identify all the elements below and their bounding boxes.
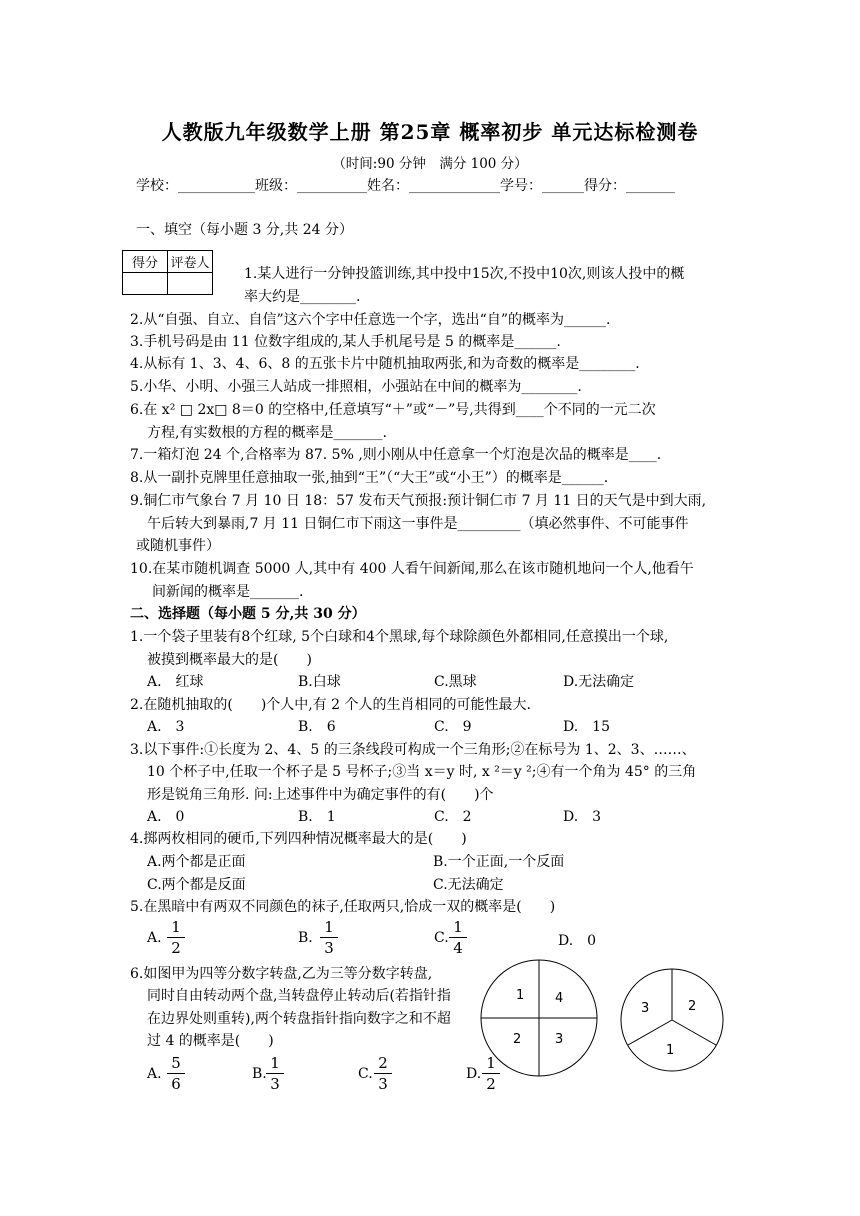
section2-heading: 二、选择题（每小题 5 分,共 30 分） <box>130 606 366 622</box>
q6-stem: 6.如图甲为四等分数字转盘,乙为三等分数字转盘, <box>130 966 433 982</box>
option-c: C. 9 <box>434 719 472 735</box>
wheel2-number: 2 <box>688 999 697 1014</box>
wheel1-number: 1 <box>516 988 525 1003</box>
question-line: 3.手机号码是由 11 位数字组成的,某人手机尾号是 5 的概率是______. <box>130 334 561 350</box>
option-a-label: A. <box>147 930 162 946</box>
question-line: 5.小华、小明、小强三人站成一排照相，小强站在中间的概率为________. <box>130 379 582 395</box>
q1-stem: 1.一个袋子里装有8个红球, 5个白球和4个黑球,每个球除颜色外都相同,任意摸出一个球, <box>130 629 669 645</box>
option-d: D.无法确定 <box>563 674 635 690</box>
option-c-label: C. <box>358 1066 373 1082</box>
wheel1-number: 3 <box>555 1032 564 1047</box>
wheel2-number: 3 <box>641 1001 650 1016</box>
fraction <box>320 918 338 957</box>
q3-stem: 形是锐角三角形. 问:上述事件中为确定事件的有( )个 <box>147 787 494 803</box>
option-a-label: A. <box>147 1066 162 1082</box>
option-c: C.两个都是反面 <box>147 877 246 893</box>
option-b: B.白球 <box>298 674 341 690</box>
option-b: B.一个正面,一个反面 <box>433 854 565 870</box>
spinner-wheel-four <box>481 960 597 1076</box>
numerator: 5 <box>171 1054 181 1072</box>
numerator: 1 <box>324 918 334 936</box>
option-b-label: B. <box>252 1066 267 1082</box>
option-b-label: B. <box>298 930 313 946</box>
wheel2-number: 1 <box>666 1043 675 1058</box>
numerator: 1 <box>453 918 463 936</box>
question-line: 9.铜仁市气象台 7 月 10 日 18：57 发布天气预报:预计铜仁市 7 月 11 日的天气是中到大雨, <box>130 493 707 509</box>
question-line: 率大约是________. <box>244 289 361 305</box>
option-a: A. 3 <box>147 719 185 735</box>
numerator: 1 <box>270 1054 280 1072</box>
option-d: C.无法确定 <box>433 877 504 893</box>
option-b: B. 6 <box>298 719 336 735</box>
denominator: 2 <box>171 939 181 957</box>
option-d: D. 15 <box>563 719 610 735</box>
question-line: 10.在某市随机调查 5000 人,其中有 400 人看午间新闻,那么在该市随机地问一个人,他看午 <box>130 561 694 577</box>
option-c: C.黑球 <box>434 674 477 690</box>
denominator: 3 <box>270 1075 280 1093</box>
question-line: 方程,有实数根的方程的概率是_______. <box>147 425 387 441</box>
spinner-figure <box>480 958 740 1078</box>
fraction <box>167 1054 185 1093</box>
question-line: 间新闻的概率是_______. <box>152 584 304 600</box>
denominator: 3 <box>378 1075 388 1093</box>
fraction <box>167 918 185 957</box>
question-line: 午后转大到暴雨,7 月 11 日铜仁市下雨这一事件是_________（填必然事件、不可能事件 <box>147 516 689 532</box>
option-d-label: D. 0 <box>558 933 597 949</box>
denominator: 6 <box>171 1075 181 1093</box>
question-line: 8.从一副扑克牌里任意抽取一张,抽到“王”（“大王”或“小王”）的概率是______. <box>130 470 609 486</box>
question-line: 7.一箱灯泡 24 个,合格率为 87. 5% ,则小刚从中任意拿一个灯泡是次品的概率是____. <box>130 447 662 463</box>
spinner-wheel-three <box>621 969 723 1071</box>
wheel1-number: 4 <box>555 991 564 1006</box>
denominator: 3 <box>324 939 334 957</box>
option-a: A.两个都是正面 <box>147 854 246 870</box>
page-title: 人教版九年级数学上册 第25章 概率初步 单元达标检测卷 <box>161 120 699 144</box>
exam-subtitle: （时间:90 分钟 满分 100 分） <box>332 156 528 172</box>
score-label: 得分 <box>123 251 168 273</box>
question-line: 或随机事件） <box>136 538 220 554</box>
section1-heading: 一、填空（每小题 3 分,共 24 分） <box>136 222 353 238</box>
score-cell <box>123 273 168 295</box>
option-d-label: D. <box>466 1066 482 1082</box>
q6-stem: 在边界处则重转),两个转盘指针指向数字之和不超 <box>147 1011 451 1027</box>
option-a: A. 0 <box>147 809 185 825</box>
q6-stem: 同时自由转动两个盘,当转盘停止转动后(若指针指 <box>147 988 451 1004</box>
q3-stem: 10 个杯子中,任取一个杯子是 5 号杯子;③当 x＝y 时, x ²＝y ²;④有一个角为 45° 的三角 <box>147 764 697 780</box>
q2-stem: 2.在随机抽取的( )个人中,有 2 个人的生肖相同的可能性最大. <box>130 697 531 713</box>
denominator: 2 <box>486 1075 496 1093</box>
question-line: 2.从“自强、自立、自信”这六个字中任意选一个字，选出“自”的概率为______. <box>130 312 611 328</box>
numerator: 1 <box>486 1054 496 1072</box>
option-b: B. 1 <box>298 809 336 825</box>
question-line: 4.从标有 1、3、4、6、8 的五张卡片中随机抽取两张,和为奇数的概率是________. <box>130 356 640 372</box>
fraction <box>449 918 467 957</box>
student-info-line: 学校：___________班级：__________姓名：_____________学号：______得分：_______ <box>136 178 675 194</box>
grader-label: 评卷人 <box>168 251 213 273</box>
fraction <box>374 1054 392 1093</box>
fraction <box>266 1054 284 1093</box>
q3-stem: 3.以下事件:①长度为 2、4、5 的三条线段可构成一个三角形;②在标号为 1、2、3、……、 <box>130 742 696 758</box>
wheel1-number: 2 <box>513 1032 522 1047</box>
denominator: 4 <box>453 939 463 957</box>
q1-stem: 被摸到概率最大的是( ) <box>147 652 312 668</box>
option-c: C. 2 <box>434 809 472 825</box>
option-a: A. 红球 <box>147 674 204 690</box>
score-table <box>122 250 213 295</box>
question-line: 1.某人进行一分钟投篮训练,其中投中15次,不投中10次,则该人投中的概 <box>244 266 685 282</box>
q6-stem: 过 4 的概率是( ) <box>147 1033 274 1049</box>
numerator: 2 <box>378 1054 388 1072</box>
option-c-label: C. <box>434 930 449 946</box>
q5-stem: 5.在黑暗中有两双不同颜色的袜子,任取两只,恰成一双的概率是( ) <box>130 899 556 915</box>
option-d: D. 3 <box>563 809 602 825</box>
grader-cell <box>168 273 213 295</box>
question-line: 6.在 x² □ 2x□ 8＝0 的空格中,任意填写“＋”或“－”号,共得到____个不同的一元二次 <box>130 402 656 418</box>
q4-stem: 4.掷两枚相同的硬币,下列四种情况概率最大的是( ) <box>130 831 467 847</box>
numerator: 1 <box>171 918 181 936</box>
